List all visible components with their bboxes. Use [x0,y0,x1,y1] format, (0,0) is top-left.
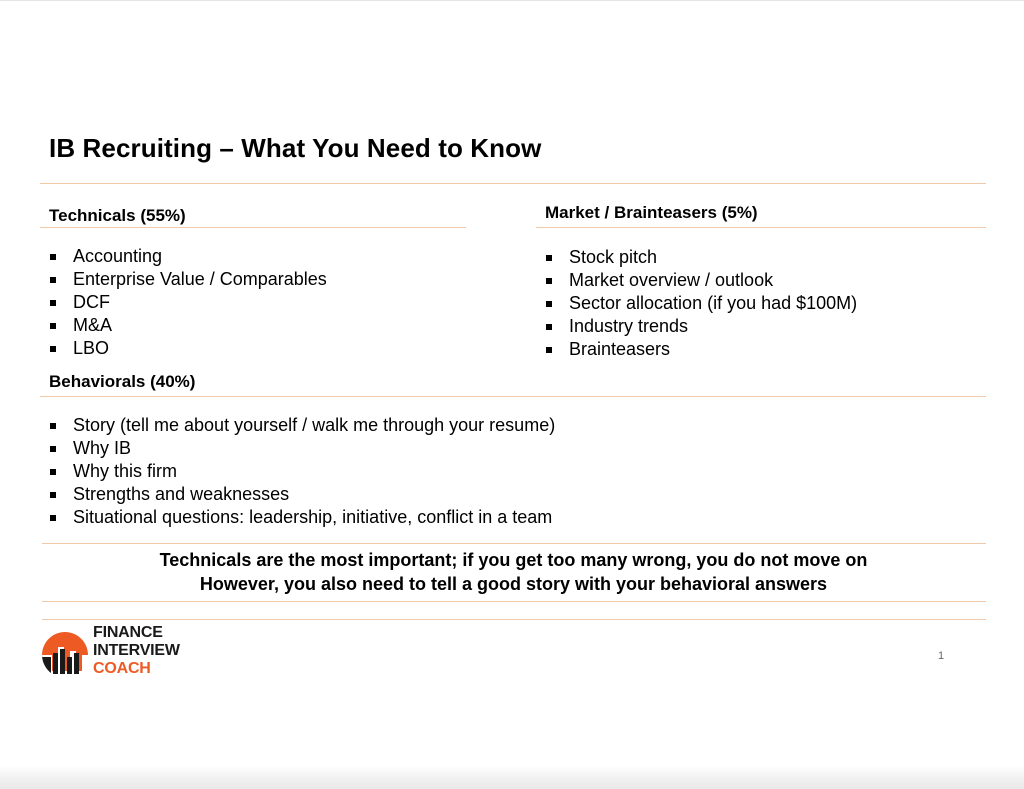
market-list [545,246,857,361]
logo-mark-icon [40,627,90,677]
list-item: Brainteasers [545,338,857,361]
list-item: Enterprise Value / Comparables [49,268,327,291]
list-item: Strengths and weaknesses [49,483,555,506]
list-item: DCF [49,291,327,314]
market-heading: Market / Brainteasers (5%) [545,203,758,222]
list-item: Stock pitch [545,246,857,269]
behaviorals-list [49,414,555,529]
summary-note-line-2: However, you also need to tell a good story with your behavioral answers [199,574,828,594]
list-item: Industry trends [545,315,857,338]
technicals-divider [40,227,466,228]
viewer-bottom-edge [0,766,1024,789]
technicals-heading: Technicals (55%) [49,206,186,225]
list-item: Situational questions: leadership, initiative, conflict in a team [49,506,555,529]
list-item: Why this firm [49,460,555,483]
market-divider [536,227,986,228]
list-item: M&A [49,314,327,337]
list-item: LBO [49,337,327,360]
list-item: Accounting [49,245,327,268]
summary-note-line-1: Technicals are the most important; if you get too many wrong, you do not move on [159,550,868,570]
behaviorals-divider [40,396,986,397]
logo-line-interview: INTERVIEW [93,642,180,659]
logo-line-finance: FINANCE [93,624,163,641]
list-item: Story (tell me about yourself / walk me through your resume) [49,414,555,437]
technicals-list [49,245,327,360]
list-item: Sector allocation (if you had $100M) [545,292,857,315]
slide-title: IB Recruiting – What You Need to Know [49,133,542,163]
note-bottom-divider [42,601,986,602]
logo-wordmark [93,624,180,678]
behaviorals-heading: Behaviorals (40%) [49,372,196,391]
title-divider [40,183,986,184]
summary-note [42,548,985,596]
page-number: 1 [938,650,945,662]
list-item: Market overview / outlook [545,269,857,292]
footer-divider [42,619,986,620]
note-top-divider [42,543,986,544]
finance-interview-coach-logo [40,624,200,680]
list-item: Why IB [49,437,555,460]
slide-top-border [0,0,1024,1]
logo-line-coach: COACH [93,660,151,677]
